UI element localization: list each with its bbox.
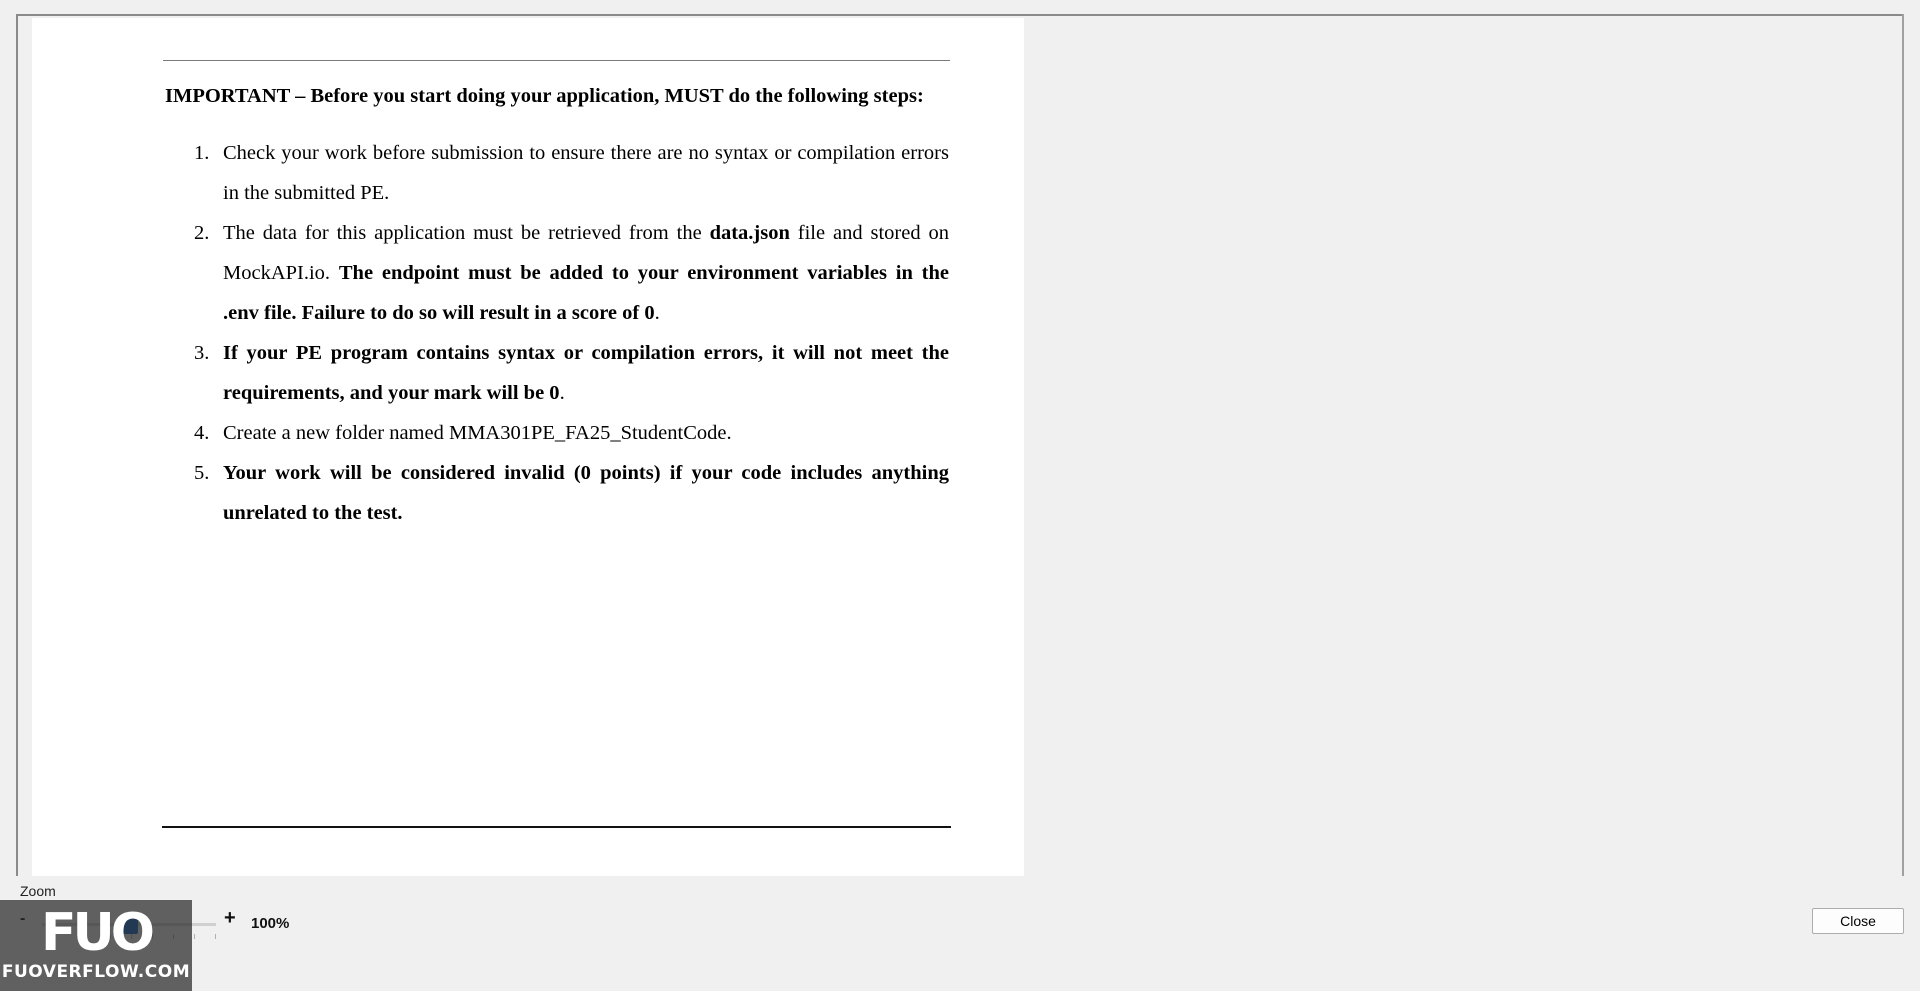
step-number: 2. [194,222,210,244]
step-number: 4. [194,422,210,444]
step-text: . [654,302,660,324]
step-text: Check your work before submission to ensure there are no syntax or compilation errors in the submitted PE. [223,142,949,204]
watermark-logo: FUO [41,903,151,963]
list-item [165,413,949,453]
step-text: file and stored on MockAPI.io. [223,222,950,284]
list-item [165,213,949,333]
page-header-rule [163,60,950,61]
close-button[interactable]: Close [1812,908,1904,934]
step-text: The data for this application must be retrieved from the [223,222,710,244]
important-heading: IMPORTANT – Before you start doing your application, MUST do the following steps: [165,85,924,107]
step-text: Create a new folder named MMA301PE_FA25_StudentCode. [223,422,732,444]
page-footer-rule [162,826,951,828]
viewer-right-border [1902,14,1904,876]
document-page [32,18,1024,876]
step-text: . [559,382,565,404]
step-text-bold: Your work will be considered invalid (0 points) if your code includes anything unrelated to the test. [223,462,949,524]
zoom-in-button[interactable]: + [224,907,236,929]
step-text-bold: If your PE program contains syntax or compilation errors, it will not meet the requirements, and your mark will be 0 [223,342,949,404]
list-item [165,453,949,533]
step-number: 1. [194,142,210,164]
step-text-bold: The endpoint must be added to your environment variables in the .env file. Failure to do so will result in a score of 0 [223,262,950,324]
watermark [0,900,192,991]
step-number: 3. [194,342,210,364]
watermark-site: FUOVERFLOW.COM [1,962,191,982]
bottom-toolbar [0,878,1920,991]
step-text-bold: data.json [709,222,790,244]
list-item [165,333,949,413]
document-viewer[interactable] [16,14,1902,876]
zoom-label: Zoom [20,883,56,899]
step-number: 5. [194,462,210,484]
list-item [165,133,949,213]
document-text [165,76,949,533]
zoom-value: 100% [251,915,290,932]
steps-list [165,133,949,533]
